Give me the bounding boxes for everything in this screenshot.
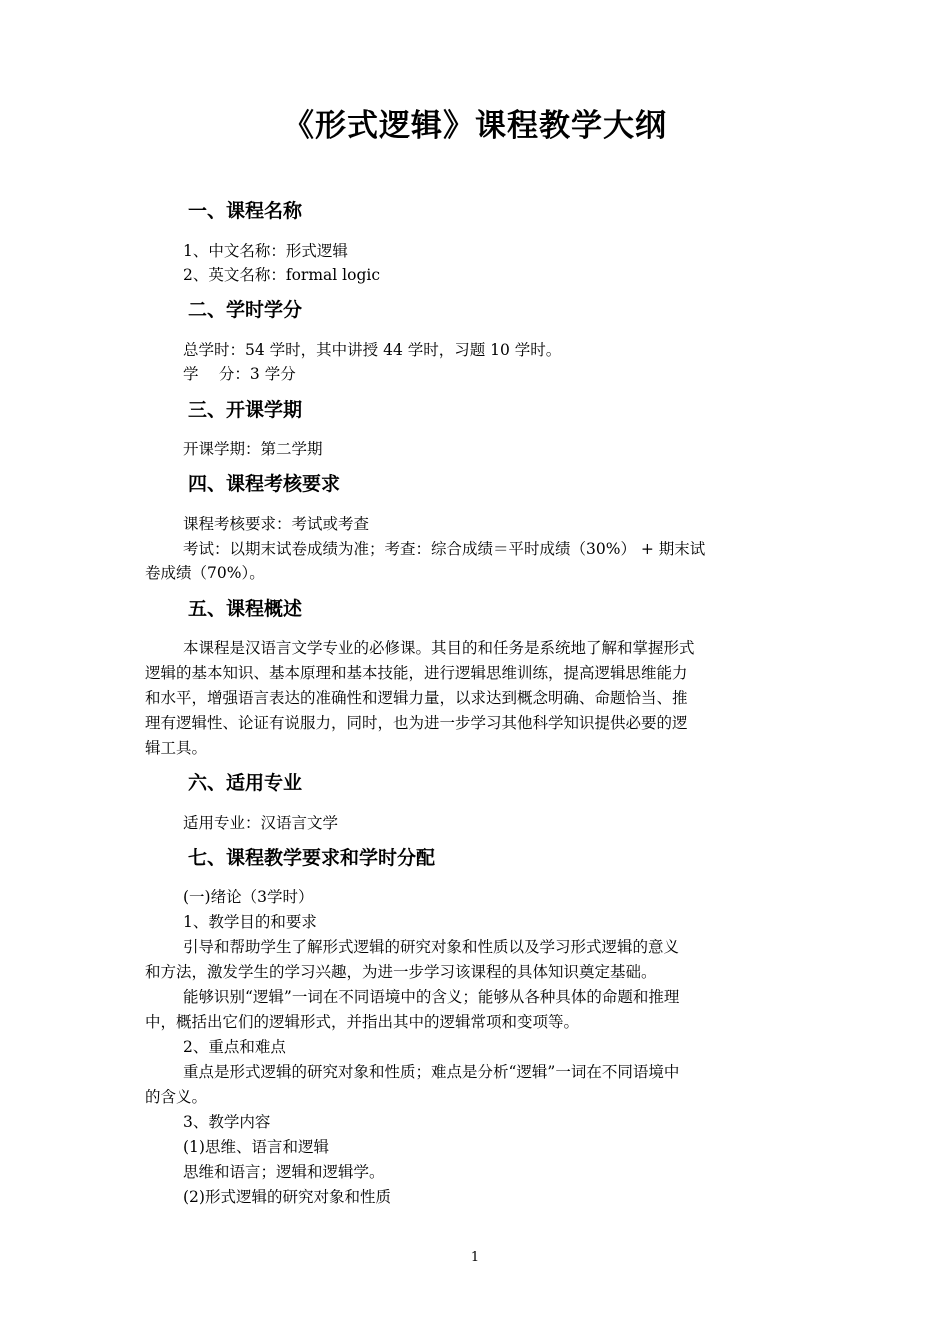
body-line: 中，概括出它们的逻辑形式，并指出其中的逻辑常项和变项等。	[145, 1013, 580, 1031]
section-heading-overview: 五、课程概述	[188, 598, 303, 620]
item-heading: 1、教学目的和要求	[183, 913, 317, 931]
section-heading-course-name: 一、课程名称	[188, 200, 303, 222]
body-line: 重点是形式逻辑的研究对象和性质；难点是分析“逻辑”一词在不同语境中	[183, 1063, 680, 1081]
body-line: 和方法，激发学生的学习兴趣，为进一步学习该课程的具体知识奠定基础。	[145, 963, 657, 981]
semester-line: 开课学期：第二学期	[183, 440, 323, 458]
body-line: 能够识别“逻辑”一词在不同语境中的含义；能够从各种具体的命题和推理	[183, 988, 680, 1006]
body-line: 思维和语言；逻辑和逻辑学。	[183, 1163, 385, 1181]
section-heading-assessment: 四、课程考核要求	[188, 473, 341, 495]
body-line: 引导和帮助学生了解形式逻辑的研究对象和性质以及学习形式逻辑的意义	[183, 938, 680, 956]
overview-line: 和水平，增强语言表达的准确性和逻辑力量，以求达到概念明确、命题恰当、推	[145, 689, 688, 707]
credits-line: 学 分：3 学分	[183, 365, 296, 383]
english-name-line: 2、英文名称：formal logic	[183, 266, 381, 284]
section-heading-major: 六、适用专业	[188, 772, 303, 794]
content-item: (1)思维、语言和逻辑	[183, 1138, 329, 1156]
total-hours-line: 总学时：54 学时，其中讲授 44 学时，习题 10 学时。	[183, 341, 562, 359]
section-heading-semester: 三、开课学期	[188, 399, 303, 421]
document-title: 《形式逻辑》课程教学大纲	[283, 108, 667, 144]
content-item: (2)形式逻辑的研究对象和性质	[183, 1188, 391, 1206]
body-line: 的含义。	[145, 1088, 208, 1106]
exam-line-cont: 卷成绩（70%）。	[145, 564, 265, 582]
overview-line: 辑工具。	[145, 739, 208, 757]
overview-line: 逻辑的基本知识、基本原理和基本技能，进行逻辑思维训练，提高逻辑思维能力	[145, 664, 688, 682]
page-number: 1	[470, 1250, 480, 1265]
subsection-intro: (一)绪论（3学时）	[183, 888, 314, 906]
section-heading-hours-credits: 二、学时学分	[188, 299, 303, 321]
item-heading: 3、教学内容	[183, 1113, 271, 1131]
chinese-name-line: 1、中文名称：形式逻辑	[183, 242, 348, 260]
major-line: 适用专业：汉语言文学	[183, 814, 339, 832]
exam-line: 考试：以期末试卷成绩为准；考查：综合成绩＝平时成绩（30%） + 期末试	[183, 540, 706, 558]
section-heading-teaching-requirements: 七、课程教学要求和学时分配	[188, 847, 436, 869]
item-heading: 2、重点和难点	[183, 1038, 286, 1056]
overview-line: 理有逻辑性、论证有说服力，同时，也为进一步学习其他科学知识提供必要的逻	[145, 714, 688, 732]
overview-line: 本课程是汉语言文学专业的必修课。其目的和任务是系统地了解和掌握形式	[183, 639, 695, 657]
assessment-line: 课程考核要求：考试或考查	[183, 515, 370, 533]
